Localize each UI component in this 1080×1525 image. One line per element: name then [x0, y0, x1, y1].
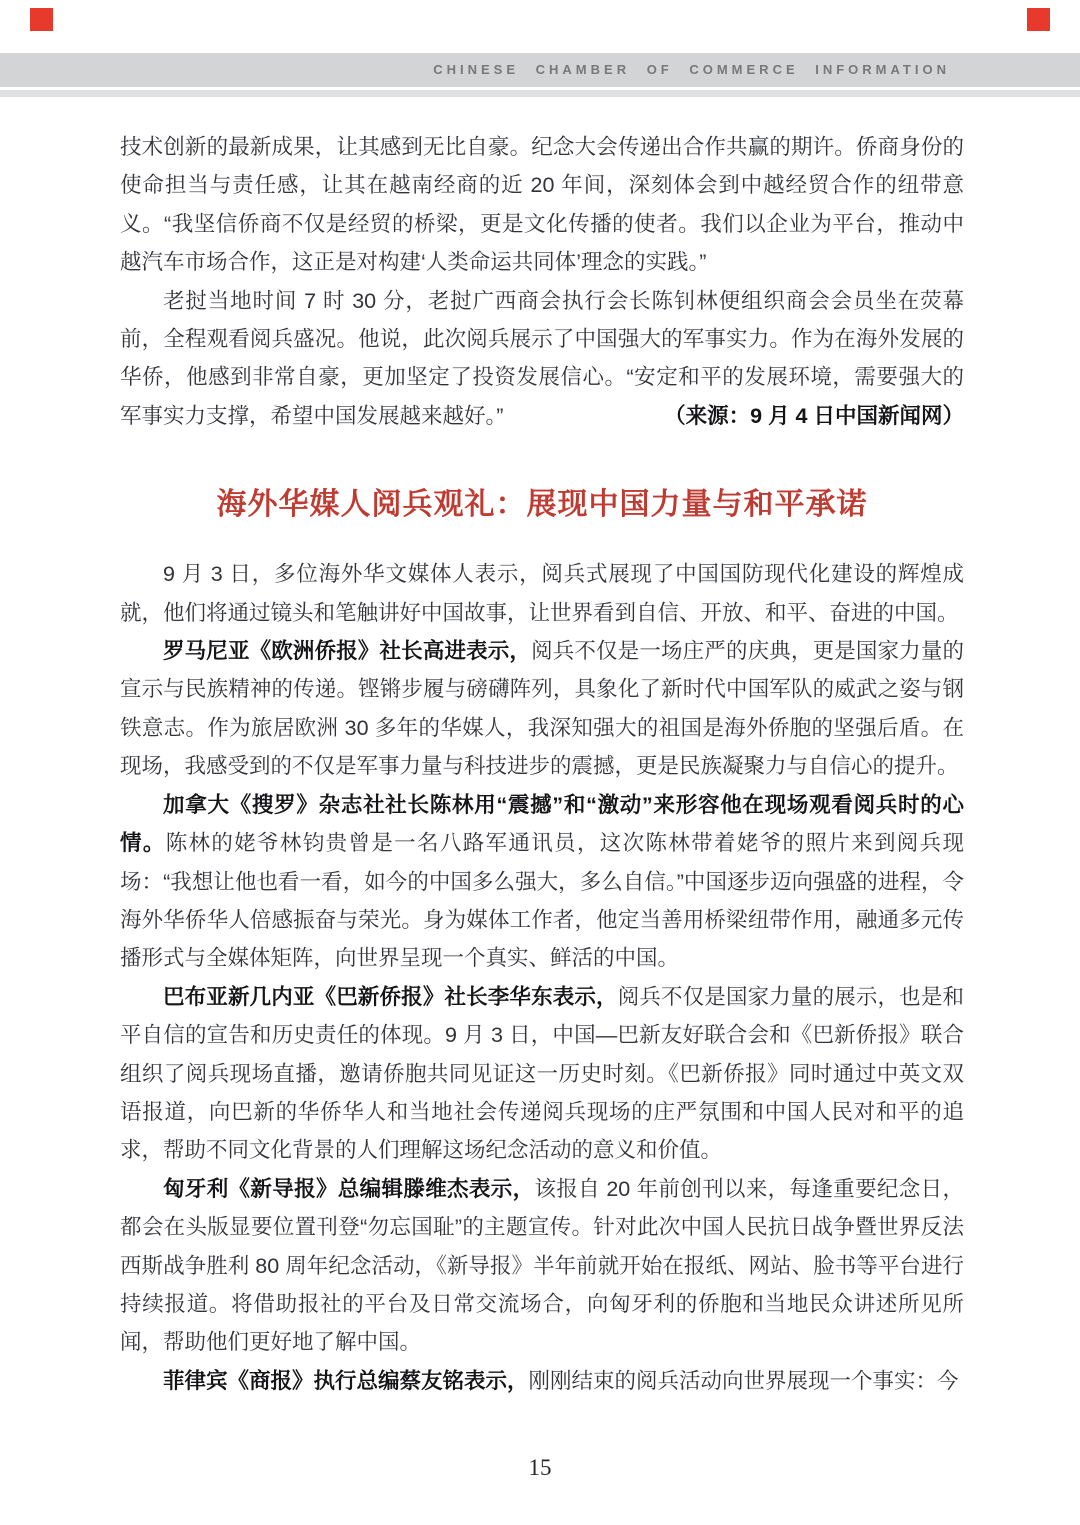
speaker-lead-papua-new-guinea: 巴布亚新几内亚《巴新侨报》社长李华东表示， — [163, 984, 618, 1009]
speaker-lead-philippines: 菲律宾《商报》执行总编蔡友铭表示， — [163, 1368, 529, 1393]
statement-body-philippines: 刚刚结束的阅兵活动向世界展现一个事实：今 — [528, 1368, 959, 1393]
paragraph-hungary — [120, 1170, 964, 1362]
corner-accent-left — [30, 8, 53, 31]
paragraph-papua-new-guinea — [120, 978, 964, 1170]
corner-accent-right — [1027, 8, 1050, 31]
speaker-lead-hungary: 匈牙利《新导报》总编辑滕维杰表示， — [163, 1176, 535, 1201]
article-title: 海外华媒人阅兵观礼：展现中国力量与和平承诺 — [216, 488, 868, 522]
paragraph-romania — [120, 632, 964, 786]
paragraph-canada — [120, 786, 964, 978]
speaker-lead-romania: 罗马尼亚《欧洲侨报》社长高进表示， — [163, 639, 532, 664]
page-number: 15 — [528, 1455, 552, 1480]
source-attribution: （来源：9 月 4 日中国新闻网） — [664, 403, 964, 428]
statement-body-romania: 阅兵不仅是一场庄严的庆典，更是国家力量的宣示与民族精神的传递。铿锵步履与磅礴阵列，具象化了新时代中国军队的威武之姿与钢铁意志。作为旅居欧洲 30 多年的华媒人，我深知强大的祖国是海外侨胞的坚强后盾。在现场，我感受到的不仅是军事力量与科技进步的震撼，更是民族凝聚力与自信心的提升。 — [120, 639, 964, 779]
speaker-lead-canada: 加拿大《搜罗》杂志社社长陈林用“震撼”和“激动”来形容他在现场观看阅兵时的心情。 — [120, 792, 964, 856]
statement-body-canada: 陈林的姥爷林钧贵曾是一名八路军通讯员，这次陈林带着姥爷的照片来到阅兵现场：“我想让他也看一看，如今的中国多么强大，多么自信。”中国逐步迈向强盛的进程，令海外华侨华人倍感振奋与荣光。身为媒体工作者，他定当善用桥梁纽带作用，融通多元传播形式与全媒体矩阵，向世界呈现一个真实、鲜活的中国。 — [120, 831, 964, 971]
paragraph-laos-chamber: 老挝当地时间 7 时 30 分，老挝广西商会执行会长陈钊林便组织商会会员坐在荧幕前，全程观看阅兵盛况。他说，此次阅兵展示了中国强大的军事实力。作为在海外发展的华侨，他感到非常自豪，更加坚定了投资发展信心。“安定和平的发展环境，需要强大的军事实力支撑，希望中国发展越来越好。” — [120, 288, 964, 428]
paragraph-intro: 9 月 3 日，多位海外华文媒体人表示，阅兵式展现了中国国防现代化建设的辉煌成就，他们将通过镜头和笔触讲好中国故事，让世界看到自信、开放、和平、奋进的中国。 — [120, 562, 964, 625]
statement-body-hungary: 该报自 20 年前创刊以来，每逢重要纪念日，都会在头版显要位置刊登“勿忘国耻”的主题宣传。针对此次中国人民抗日战争暨世界反法西斯战争胜利 80 周年纪念活动，《新导报》半年前就开始在报纸、网站、脸书等平台进行持续报道。将借助报社的平台及日常交流场合，向匈牙利的侨胞和当地民众讲述所见所闻，帮助他们更好地了解中国。 — [120, 1176, 964, 1355]
article-content — [120, 128, 964, 1400]
statement-body-papua-new-guinea: 阅兵不仅是国家力量的展示，也是和平自信的宣告和历史责任的体现。9 月 3 日，中国—巴新友好联合会和《巴新侨报》联合组织了阅兵现场直播，邀请侨胞共同见证这一历史时刻。《巴新侨报》同时通过中英文双语报道，向巴新的华侨华人和当地社会传递阅兵现场的庄严氛围和中国人民对和平的追求，帮助不同文化背景的人们理解这场纪念活动的意义和价值。 — [120, 984, 964, 1163]
header-banner-text: CHINESE CHAMBER OF COMMERCE INFORMATION — [433, 62, 950, 77]
paragraph-tech-innovation: 技术创新的最新成果，让其感到无比自豪。纪念大会传递出合作共赢的期许。侨商身份的使命担当与责任感，让其在越南经商的近 20 年间，深刻体会到中越经贸合作的纽带意义。“我坚信侨商不仅是经贸的桥梁，更是文化传播的使者。我们以企业为平台，推动中越汽车市场合作，这正是对构建‘人类命运共同体’理念的实践。” — [120, 135, 964, 275]
header-band-divider — [0, 90, 1080, 97]
paragraph-philippines — [120, 1362, 964, 1400]
header-band — [0, 53, 1080, 87]
